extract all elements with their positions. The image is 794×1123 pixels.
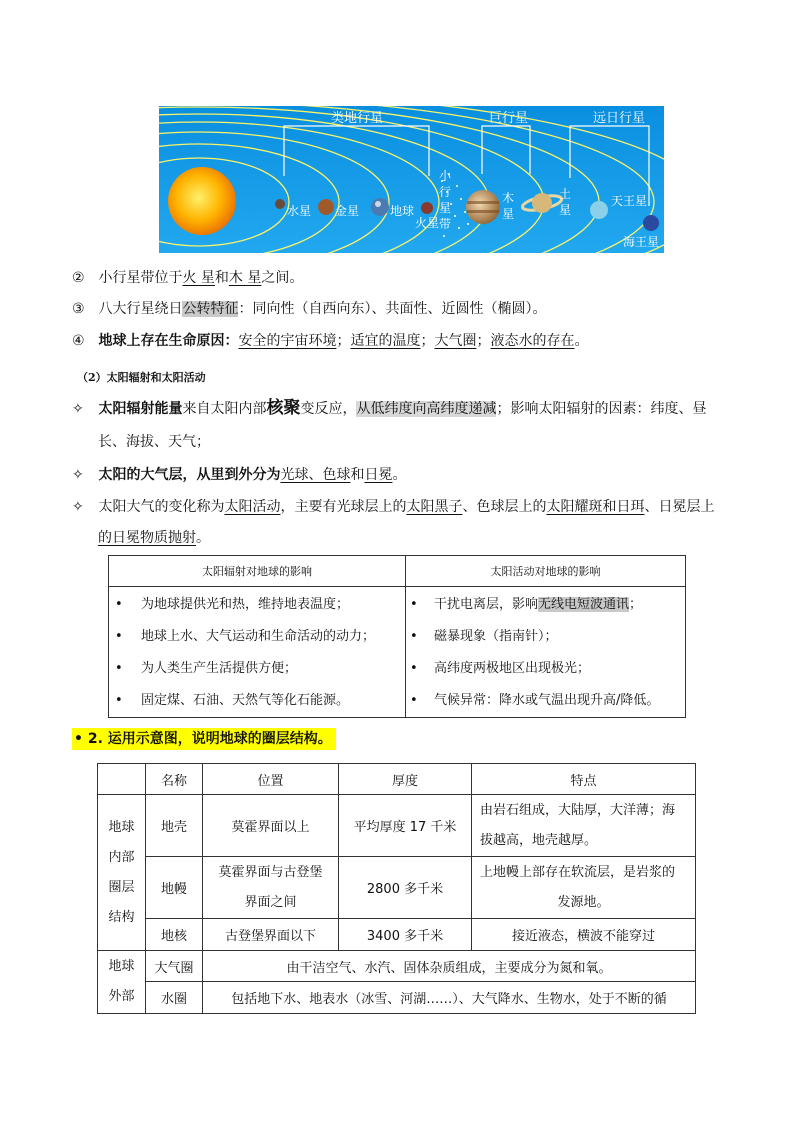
header-features: 特点 <box>472 764 696 795</box>
solar-system-figure <box>159 106 664 253</box>
planet-label-venus: 金星 <box>335 204 360 218</box>
table-row: 地球 内部 圈层 结构 地壳 莫霍界面以上 平均厚度 17 千米 由岩石组成，大陆厚，大洋薄；海 拔越高，地壳越厚。 <box>98 795 696 857</box>
saturn-icon <box>532 193 552 213</box>
solar-effects-table <box>108 555 686 718</box>
list-item: • 高纬度两极地区出现极光； <box>410 661 591 676</box>
table1-header-activity: 太阳活动对地球的影响 <box>406 556 686 587</box>
header-name: 名称 <box>146 764 203 795</box>
mercury-icon <box>275 199 285 209</box>
list-item: • 固定煤、石油、天然气等化石能源。 <box>115 693 350 708</box>
table-row: 地球 外部 大气圈 由干洁空气、水汽、固体杂质组成，主要成分为氮和氧。 <box>98 951 696 982</box>
mars-icon <box>421 202 433 214</box>
list-item: • 气候异常：降水或气温出现升高/降低。 <box>410 693 660 708</box>
planet-label-mercury: 水星 <box>287 204 312 218</box>
group-terrestrial-label: 类地行星 <box>331 111 384 126</box>
group-distant-label: 远日行星 <box>593 111 646 126</box>
list-item: • 地球上水、大气运动和生命活动的动力； <box>115 629 376 644</box>
asteroid-belt-label: 小行星带 <box>439 169 452 231</box>
table1-header-radiation: 太阳辐射对地球的影响 <box>109 556 406 587</box>
earth-icon <box>371 198 389 216</box>
group-internal: 地球 内部 圈层 结构 <box>98 795 146 951</box>
group-external: 地球 外部 <box>98 951 146 1014</box>
list-item: • 干扰电离层，影响无线电短波通讯； <box>410 597 643 612</box>
list-item: • 为地球提供光和热，维持地表温度； <box>115 597 350 612</box>
uranus-icon <box>590 201 608 219</box>
planet-label-uranus: 天王星 <box>611 194 648 208</box>
sun-icon <box>168 167 236 235</box>
section-heading-2: • 2. 运用示意图，说明地球的圈层结构。 <box>72 728 336 750</box>
section-heading: （2）太阳辐射和太阳活动 <box>77 371 206 384</box>
planet-label-neptune: 海王星 <box>623 235 660 249</box>
header-thickness: 厚度 <box>339 764 472 795</box>
list-item: • 为人类生产生活提供方便； <box>115 661 298 676</box>
table-row: 地核 古登堡界面以下 3400 多千米 接近液态，横波不能穿过 <box>98 919 696 951</box>
list-item: • 磁暴现象（指南针）； <box>410 629 558 644</box>
table1-left-cell <box>109 587 406 718</box>
jupiter-icon <box>466 190 500 224</box>
planet-label-mars: 火星 <box>415 216 440 230</box>
planet-label-saturn: 土星 <box>559 187 572 217</box>
venus-icon <box>318 199 334 215</box>
planet-label-jupiter: 木星 <box>502 191 515 221</box>
header-position: 位置 <box>203 764 339 795</box>
table-row: 地幔 莫霍界面与古登堡 界面之间 2800 多千米 上地幔上部存在软流层，是岩浆的 发源地。 <box>98 857 696 919</box>
group-giant-label: 巨行星 <box>489 111 529 126</box>
neptune-icon <box>643 215 659 231</box>
planet-label-earth: 地球 <box>390 204 415 218</box>
table1-right-cell <box>406 587 686 718</box>
table-row: 水圈 包括地下水、地表水（冰雪、河湖……）、大气降水、生物水，处于不断的循 <box>98 982 696 1014</box>
earth-layers-table <box>97 763 696 1014</box>
